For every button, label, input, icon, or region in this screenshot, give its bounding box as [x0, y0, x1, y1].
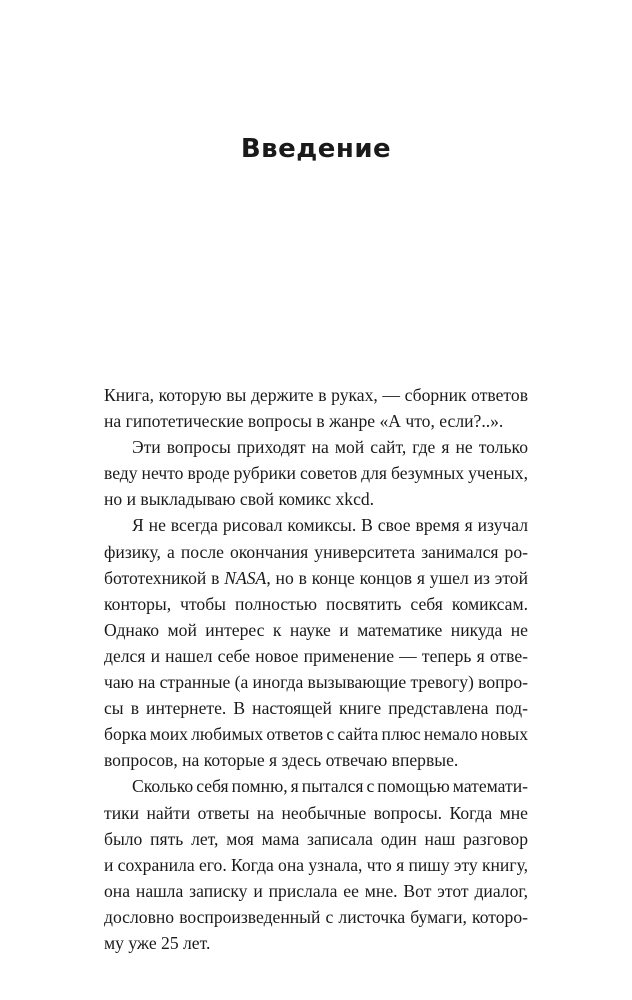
text-line: Однако мой интерес к науке и математике никуда не — [104, 619, 528, 640]
text-line: было пять лет, моя мама записала один наш разговор — [104, 828, 528, 849]
text-line: му уже 25 лет. — [104, 932, 211, 953]
text-line: Книга, которую вы держите в руках, — сборник ответов — [104, 385, 528, 405]
chapter-title: Введение — [240, 134, 392, 164]
text-line: веду нечто вроде рубрики советов для безумных ученых, — [104, 463, 528, 484]
text-line: на гипотетические вопросы в жанре «А что, если?..». — [104, 411, 504, 432]
text-line: тики найти ответы на необычные вопросы. Когда мне — [104, 802, 528, 823]
text-line: чаю на странные (а иногда вызывающие тревогу) вопро- — [104, 672, 528, 693]
paragraph — [104, 382, 528, 434]
nasa-italic: NASA — [224, 567, 267, 588]
text-line: вопросов, на которые я здесь отвечаю впервые. — [104, 750, 459, 771]
text-line: борка моих любимых ответов с сайта плюс немало новых — [104, 724, 528, 745]
text-line: она нашла записку и прислала ее мне. Вот этот диалог, — [104, 880, 528, 901]
text-line: бототехникой в NASA, но в конце концов я ушел из этой — [104, 567, 528, 588]
text-line: Эти вопросы приходят на мой сайт, где я не только — [132, 437, 528, 458]
text-line: и сохранила его. Когда она узнала, что я пишу эту книгу, — [104, 854, 528, 875]
text-line: сы в интернете. В настоящей книге представлена под- — [104, 698, 528, 719]
text-line: дословно воспроизведенный с листочка бумаги, которо- — [104, 906, 528, 927]
body-text — [104, 382, 528, 956]
text-line: физику, а после окончания университета занимался ро- — [104, 541, 528, 562]
paragraph — [104, 434, 528, 512]
paragraph — [104, 512, 528, 773]
text-line: конторы, чтобы полностью посвятить себя комиксам. — [104, 593, 528, 614]
text-line: Сколько себя помню, я пытался с помощью математи- — [132, 776, 528, 797]
text-line: Я не всегда рисовал комиксы. В свое время я изучал — [132, 515, 528, 536]
paragraph — [104, 773, 528, 956]
text-line: делся и нашел себе новое применение — теперь я отве- — [104, 645, 528, 666]
text-line: но и выкладываю свой комикс xkcd. — [104, 489, 375, 510]
